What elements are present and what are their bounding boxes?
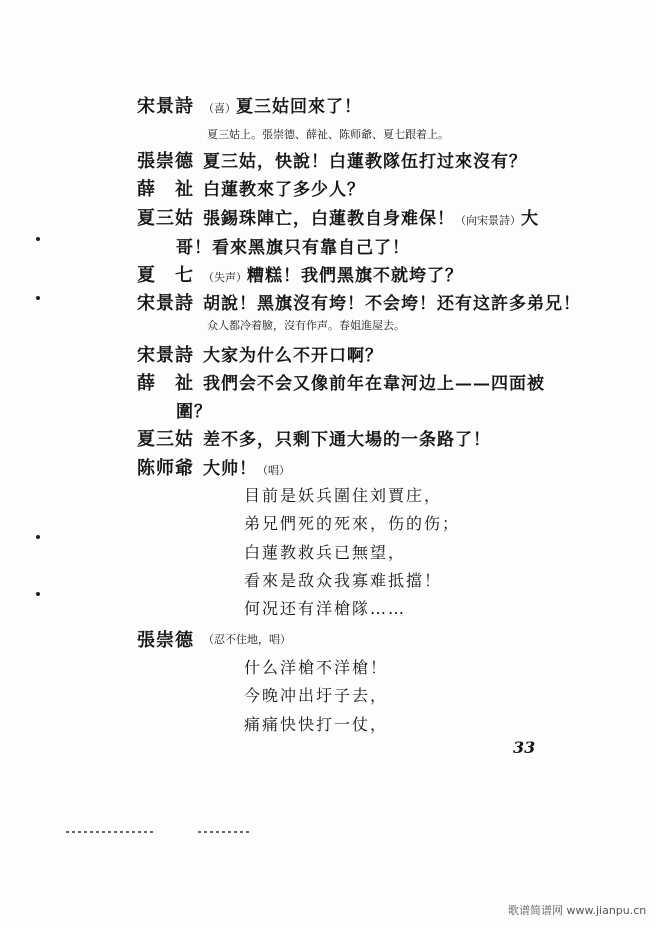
scan-artifact <box>198 831 250 833</box>
dialogue-continuation: 圍？ <box>176 402 212 422</box>
speaker-name: 宋景詩 <box>137 96 194 117</box>
dialogue-text: 糟糕！我們黑旗不就垮了？ <box>247 266 463 286</box>
stage-direction: （失声） <box>203 271 247 284</box>
speaker-name: 夏三姑 <box>137 429 194 450</box>
scan-speck <box>36 535 40 539</box>
verse-line: 白蓮教救兵已無望， <box>244 543 407 562</box>
verse-line: 看來是敌众我寡难抵擋！ <box>244 571 443 590</box>
speaker-name: 宋景詩 <box>137 345 194 366</box>
dialogue-text: 張錫珠陣亡，白蓮教自身难保！ <box>203 209 455 229</box>
speaker-name: 張崇德 <box>137 630 194 651</box>
stage-direction: 众人都冷着臉，沒有作声。春姐進屋去。 <box>207 319 405 332</box>
dialogue-text: 大帅！ <box>203 459 257 479</box>
scan-speck <box>36 592 40 596</box>
speaker-name: 夏 七 <box>137 265 194 286</box>
dialogue-text: 夏三姑，快說！白蓮教隊伍打过來沒有？ <box>203 152 527 172</box>
stage-direction: （唱） <box>257 464 290 477</box>
speaker-name: 張崇德 <box>137 151 194 172</box>
dialogue-text: 大家为什么不开口啊？ <box>203 346 383 366</box>
scan-artifact <box>66 831 154 833</box>
dialogue-text: 夏三姑回來了！ <box>236 97 362 117</box>
dialogue-line <box>203 628 291 648</box>
verse-line: 弟兄們死的死來，伤的伤； <box>244 514 461 533</box>
page-number: 33 <box>513 738 536 757</box>
verse-line: 今晚冲出圩子去， <box>244 686 389 705</box>
speaker-name: 宋景詩 <box>137 293 194 314</box>
dialogue-continuation: 哥！看來黑旗只有靠自己了！ <box>176 238 410 258</box>
stage-direction: （忍不住地，唱） <box>203 633 291 646</box>
verse-line: 痛痛快快打一仗， <box>244 715 389 734</box>
dialogue-text: 我們会不会又像前年在韋河边上——四面被 <box>203 374 545 394</box>
verse-line: 何况还有洋槍隊…… <box>244 599 407 618</box>
stage-direction: （向宋景詩） <box>455 214 521 227</box>
speaker-name: 陈师爺 <box>137 458 194 479</box>
dialogue-line <box>203 204 539 229</box>
dialogue-text: 白蓮教來了多少人？ <box>203 180 365 200</box>
scan-speck <box>36 296 40 300</box>
watermark: 歌谱简谱网 www.jianpu.cn <box>508 904 647 917</box>
dialogue-text: 胡說！黑旗沒有垮！不会垮！还有这許多弟兄！ <box>203 294 581 314</box>
stage-direction: （喜） <box>203 102 236 115</box>
dialogue-line <box>203 92 362 117</box>
speaker-name: 薛 祉 <box>137 179 194 200</box>
speaker-name: 夏三姑 <box>137 208 194 229</box>
dialogue-text: 大 <box>521 209 539 229</box>
dialogue-text: 差不多，只剩下通大場的一条路了！ <box>203 430 491 450</box>
stage-direction: 夏三姑上。張崇德、薛祉、陈师爺、夏七跟着上。 <box>207 128 449 141</box>
dialogue-line <box>203 454 290 479</box>
verse-line: 什么洋槍不洋槍！ <box>244 658 389 677</box>
verse-line: 目前是妖兵圍住刘賈庄， <box>244 486 443 505</box>
speaker-name: 薛 祉 <box>137 373 194 394</box>
dialogue-line <box>203 261 463 286</box>
scan-speck <box>36 237 40 241</box>
